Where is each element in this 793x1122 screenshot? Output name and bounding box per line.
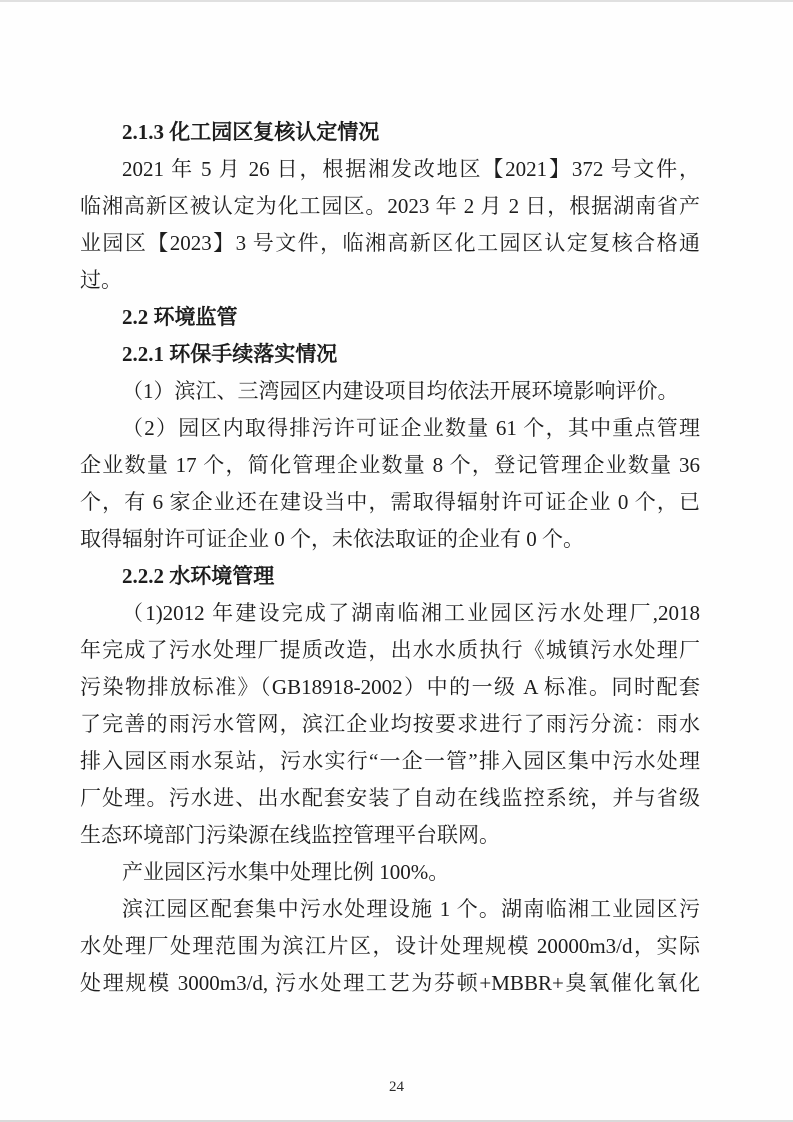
paragraph-line: 过。 xyxy=(80,268,122,292)
paragraph-line: （1）滨江、三湾园区内建设项目均依法开展环境影响评价。 xyxy=(122,379,679,403)
paragraph-line: 临湘高新区被认定为化工园区。2023 年 2 月 2 日，根据湖南省产 xyxy=(80,194,700,218)
paragraph-line: 取得辐射许可证企业 0 个，未依法取证的企业有 0 个。 xyxy=(80,527,584,551)
page-top-edge xyxy=(0,0,793,2)
paragraph-line: 厂处理。污水进、出水配套安装了自动在线监控系统，并与省级 xyxy=(80,786,700,810)
section-heading: 2.2.1 环保手续落实情况 xyxy=(122,342,338,366)
section-heading: 2.2.2 水环境管理 xyxy=(122,564,275,588)
paragraph-line: 生态环境部门污染源在线监控管理平台联网。 xyxy=(80,823,500,847)
page-number: 24 xyxy=(389,1079,404,1095)
paragraph-line: 滨江园区配套集中污水处理设施 1 个。湖南临湘工业园区污 xyxy=(122,897,700,921)
paragraph-line: 了完善的雨污水管网，滨江企业均按要求进行了雨污分流：雨水 xyxy=(80,712,700,736)
paragraph-line: 2021 年 5 月 26 日，根据湘发改地区【2021】372 号文件， xyxy=(122,157,700,181)
paragraph-line: 个，有 6 家企业还在建设当中，需取得辐射许可证企业 0 个，已 xyxy=(80,490,700,514)
paragraph-line: 业园区【2023】3 号文件，临湘高新区化工园区认定复核合格通 xyxy=(80,231,700,255)
paragraph-line: 处理规模 3000m3/d, 污水处理工艺为芬顿+MBBR+臭氧催化氧化 xyxy=(80,971,700,995)
section-heading: 2.2 环境监管 xyxy=(122,305,238,329)
paragraph-line: 排入园区雨水泵站，污水实行“一企一管”排入园区集中污水处理 xyxy=(80,749,700,773)
paragraph-line: （2）园区内取得排污许可证企业数量 61 个，其中重点管理 xyxy=(122,416,700,440)
paragraph-line: 企业数量 17 个，简化管理企业数量 8 个，登记管理企业数量 36 xyxy=(80,453,700,477)
paragraph-line: 产业园区污水集中处理比例 100%。 xyxy=(122,860,450,884)
paragraph-line: 年完成了污水处理厂提质改造，出水水质执行《城镇污水处理厂 xyxy=(80,638,700,662)
section-heading: 2.1.3 化工园区复核认定情况 xyxy=(122,120,380,144)
paragraph-line: 污染物排放标准》（GB18918-2002）中的一级 A 标准。同时配套 xyxy=(80,675,700,699)
document-content xyxy=(80,114,700,1002)
paragraph-line: （1)2012 年建设完成了湖南临湘工业园区污水处理厂,2018 xyxy=(122,601,700,625)
paragraph-line: 水处理厂处理范围为滨江片区，设计处理规模 20000m3/d，实际 xyxy=(80,934,700,958)
